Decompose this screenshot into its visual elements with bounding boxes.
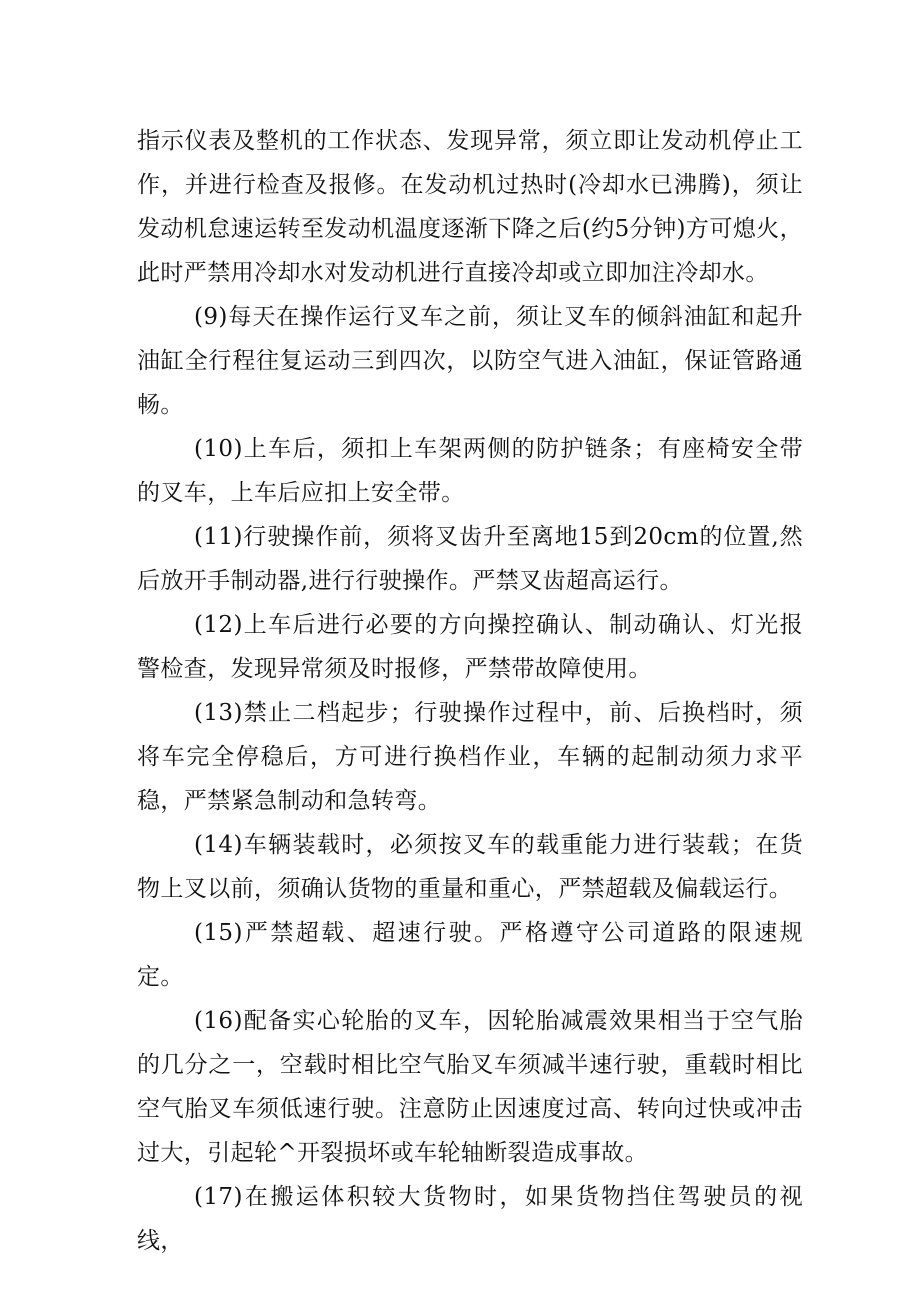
paragraph-item-15: (15)严禁超载、超速行驶。严格遵守公司道路的限速规定。 (137, 920, 803, 990)
paragraph-continuation: 指示仪表及整机的工作状态、发现异常，须立即让发动机停止工作，并进行检查及报修。在发动机过热时(冷却水已沸腾)，须让发动机怠速运转至发动机温度逐渐下降之后(约5分钟)方可熄火，此时严禁用冷却水对发动机进行直接冷却或立即加注冷却水。 (137, 128, 803, 286)
paragraph-item-12: (12)上车后进行必要的方向操控确认、制动确认、灯光报警检查，发现异常须及时报修，严禁带故障使用。 (137, 612, 803, 682)
paragraph-item-9: (9)每天在操作运行叉车之前，须让叉车的倾斜油缸和起升油缸全行程往复运动三到四次，以防空气进入油缸，保证管路通畅。 (137, 304, 803, 418)
paragraph-item-17: (17)在搬运体积较大货物时，如果货物挡住驾驶员的视线， (137, 1184, 803, 1254)
paragraph-item-13: (13)禁止二档起步；行驶操作过程中，前、后换档时，须将车完全停稳后，方可进行换档作业，车辆的起制动须力求平稳，严禁紧急制动和急转弯。 (137, 700, 803, 814)
paragraph-item-10: (10)上车后，须扣上车架两侧的防护链条；有座椅安全带的叉车，上车后应扣上安全带。 (137, 436, 803, 506)
document-body (137, 119, 803, 1263)
paragraph-item-14: (14)车辆装载时，必须按叉车的载重能力进行装载；在货物上叉以前，须确认货物的重量和重心，严禁超载及偏载运行。 (137, 832, 803, 902)
paragraph-item-16: (16)配备实心轮胎的叉车，因轮胎减震效果相当于空气胎的几分之一，空载时相比空气胎叉车须减半速行驶，重载时相比空气胎叉车须低速行驶。注意防止因速度过高、转向过快或冲击过大，引起轮^开裂损坏或车轮轴断裂造成事故。 (137, 1008, 803, 1166)
paragraph-item-11: (11)行驶操作前，须将叉齿升至离地15到20cm的位置,然后放开手制动器,进行行驶操作。严禁叉齿超高运行。 (137, 524, 803, 594)
